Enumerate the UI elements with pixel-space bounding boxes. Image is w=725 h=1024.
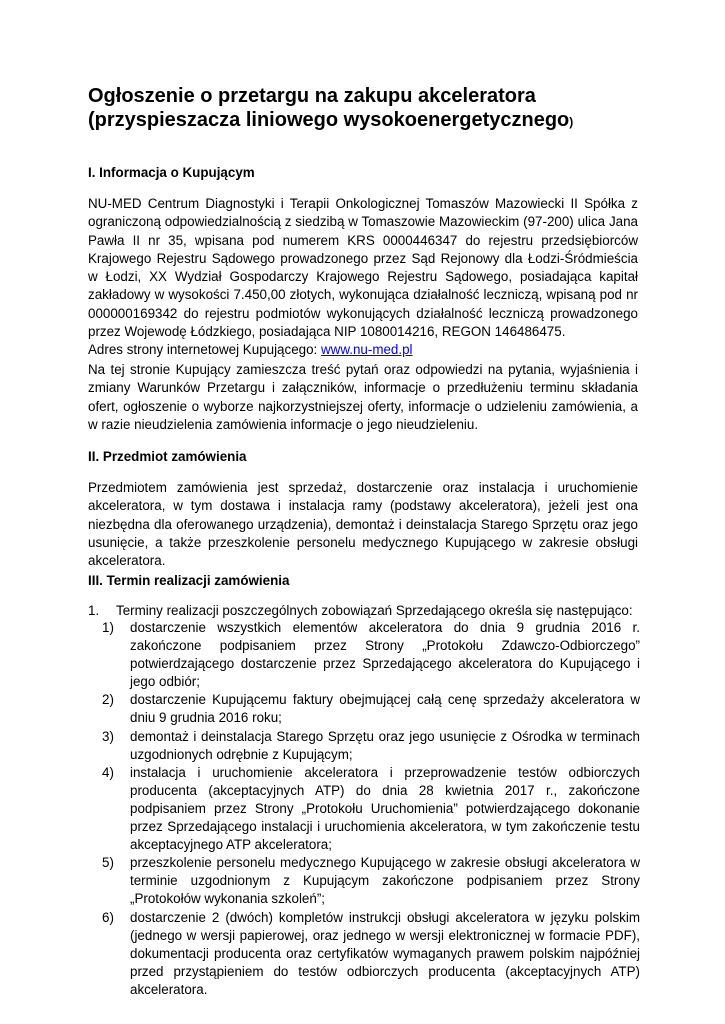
document-title <box>88 84 648 134</box>
website-link[interactable]: www.nu-med.pl <box>320 342 413 358</box>
title-closing-paren: ) <box>569 115 574 129</box>
item-text: dostarczenie wszystkich elementów akceleratora do dnia 9 grudnia 2016 r. zakończone podpisaniem przez Strony „Protokołu Zdawczo-Odbiorczego” potwierdzającego dostarczenie przez Sprzedającego akceleratora do Kupującego i jego odbiór; <box>130 620 640 690</box>
item-number: 2) <box>102 692 114 708</box>
item-number: 5) <box>102 855 114 871</box>
order-subject-paragraph: Przedmiotem zamówienia jest sprzedaż, dostarczenie oraz instalacja i uruchomienie akceleratora, w tym dostawa i instalacja ramy (podstawy akceleratora), jeżeli jest ona niezbędna dla oferowanego urządzenia), demontaż i deinstalacja Starego Sprzętu oraz jego usunięcie, a także przeszkolenie personelu medycznego Kupującego w zakresie obsługi akceleratora. <box>88 480 638 569</box>
deadlines-list <box>88 619 640 999</box>
item-number: 6) <box>102 909 114 925</box>
intro-number: 1. <box>88 603 100 618</box>
buyer-info-paragraph <box>88 195 638 360</box>
item-text: instalacja i uruchomienie akceleratora i przeprowadzenie testów odbiorczych producenta (akceptacyjnych ATP) do dnia 28 kwietnia 2017 r., zakończone podpisaniem przez Strony „Protokołu Uruchomienia” potwierdzającego dokonanie przez Sprzedającego instalacji i uruchomienia akceleratora, w tym zakończenie testu akceptacyjnego ATP akceleratora; <box>130 764 640 853</box>
item-text: dostarczenie Kupującemu faktury obejmującej całą cenę sprzedaży akceleratora w dniu 9 grudnia 2016 roku; <box>130 692 640 726</box>
section-3-heading: III. Termin realizacji zamówienia <box>88 573 290 588</box>
list-item <box>88 691 640 727</box>
item-number: 1) <box>102 620 114 635</box>
section-2-heading: II. Przedmiot zamówienia <box>88 449 247 464</box>
list-item <box>88 909 640 999</box>
list-item <box>88 764 640 854</box>
item-text: demontaż i deinstalacja Starego Sprzętu oraz jego usunięcie z Ośrodka w terminach uzgodnionych odrębnie z Kupującym; <box>130 728 640 762</box>
website-label: Adres strony internetowej Kupującego: <box>88 342 321 358</box>
list-item <box>88 728 640 764</box>
item-number: 4) <box>102 764 114 780</box>
deadlines-intro <box>88 602 648 620</box>
buyer-info-text: NU-MED Centrum Diagnostyki i Terapii Onkologicznej Tomaszów Mazowiecki II Spółka z ograniczoną odpowiedzialnością z siedzibą w Tomaszowie Mazowieckim (97-200) ulica Jana Pawła II nr 35, wpisana pod numerem KRS 0000446347 do rejestru przedsiębiorców Krajowego Rejestru Sądowego prowadzonego przez Sąd Rejonowy dla Łodzi-Śródmieścia w Łodzi, XX Wydział Gospodarczy Krajowego Rejestru Sądowego, posiadająca kapitał zakładowy w wysokości 7.450,00 złotych, wykonująca działalność leczniczą, wpisaną pod nr 000000169342 do rejestru podmiotów wykonujących działalność leczniczą prowadzonego przez Wojewodę Łódzkiego, posiadająca NIP 1080014216, REGON 146486475. <box>88 196 638 340</box>
website-info-paragraph: Na tej stronie Kupujący zamieszcza treść pytań oraz odpowiedzi na pytania, wyjaśnienia i zmiany Warunków Przetargu i załączników, informacje o przedłużeniu terminu składania ofert, ogłoszenie o wyborze najkorzystniejszej oferty, informacje o udzieleniu zamówienia, a w razie nieudzielenia zamówienia informacje o jego nieudzieleniu. <box>88 362 638 432</box>
section-1-heading: I. Informacja o Kupującym <box>88 165 255 180</box>
list-item <box>88 854 640 908</box>
item-number: 3) <box>102 728 114 744</box>
item-text: przeszkolenie personelu medycznego Kupującego w zakresie obsługi akceleratora w terminie uzgodnionym z Kupującym zakończone podpisaniem przez Strony „Protokołów wykonania szkoleń”; <box>130 855 640 907</box>
title-text: Ogłoszenie o przetargu na zakupu akceleratora (przyspieszacza liniowego wysokoenergetycznego <box>88 85 570 131</box>
item-text: dostarczenie 2 (dwóch) kompletów instrukcji obsługi akceleratora w języku polskim (jednego w wersji papierowej, oraz jednego w wersji elektronicznej w formacie PDF), dokumentacji producenta oraz certyfikatów wymaganych prawem polskim najpóźniej przed przystąpieniem do testów odbiorczych producenta (akceptacyjnych ATP) akceleratora. <box>130 909 640 997</box>
list-item <box>88 619 640 691</box>
intro-text: Terminy realizacji poszczególnych zobowiązań Sprzedającego określa się następująco: <box>116 603 633 618</box>
